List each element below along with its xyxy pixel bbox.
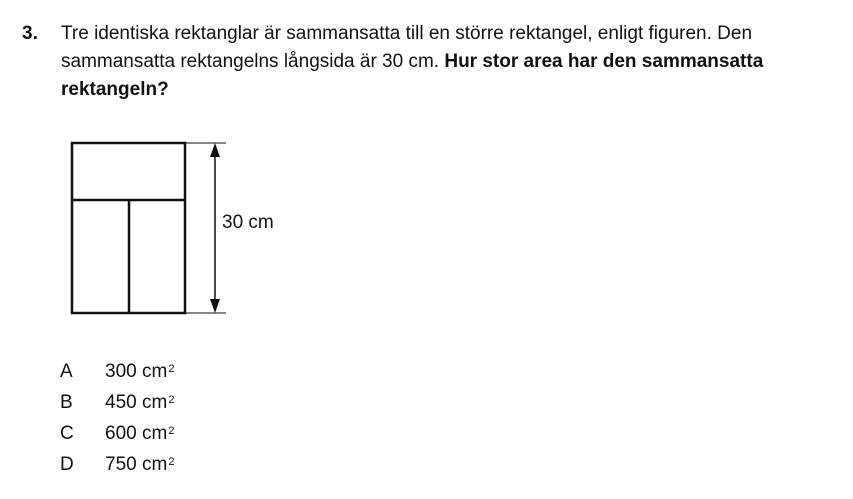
question-text-line-2: sammansatta rektangelns långsida är 30 cm.: [61, 51, 445, 72]
arrow-up-icon: [210, 143, 220, 157]
question-text-line-1: Tre identiska rektanglar är sammansatta till en större rektangel, enligt figuren. Den: [61, 23, 753, 44]
option-letter: D: [60, 454, 74, 475]
question-number: 3.: [22, 23, 38, 44]
question-prompt-bold: Hur stor area har den sammansatta: [444, 51, 764, 72]
option-letter: C: [60, 423, 74, 444]
option-letter: A: [60, 361, 73, 382]
option-value: 450 $cm^2$: [105, 392, 175, 413]
question-text: [61, 20, 837, 104]
option-value: 600 $cm^2$: [105, 423, 175, 444]
rectangle-figure: [60, 130, 310, 330]
question-prompt-bold-end: rektangeln?: [61, 79, 169, 100]
rectangle-diagram: [60, 130, 310, 330]
option-value: 750 $cm^2$: [105, 454, 175, 475]
option-value: 300 $cm^2$: [105, 361, 175, 382]
option-letter: B: [60, 392, 73, 413]
arrow-down-icon: [210, 299, 220, 313]
dimension-label: 30 cm: [222, 212, 274, 233]
